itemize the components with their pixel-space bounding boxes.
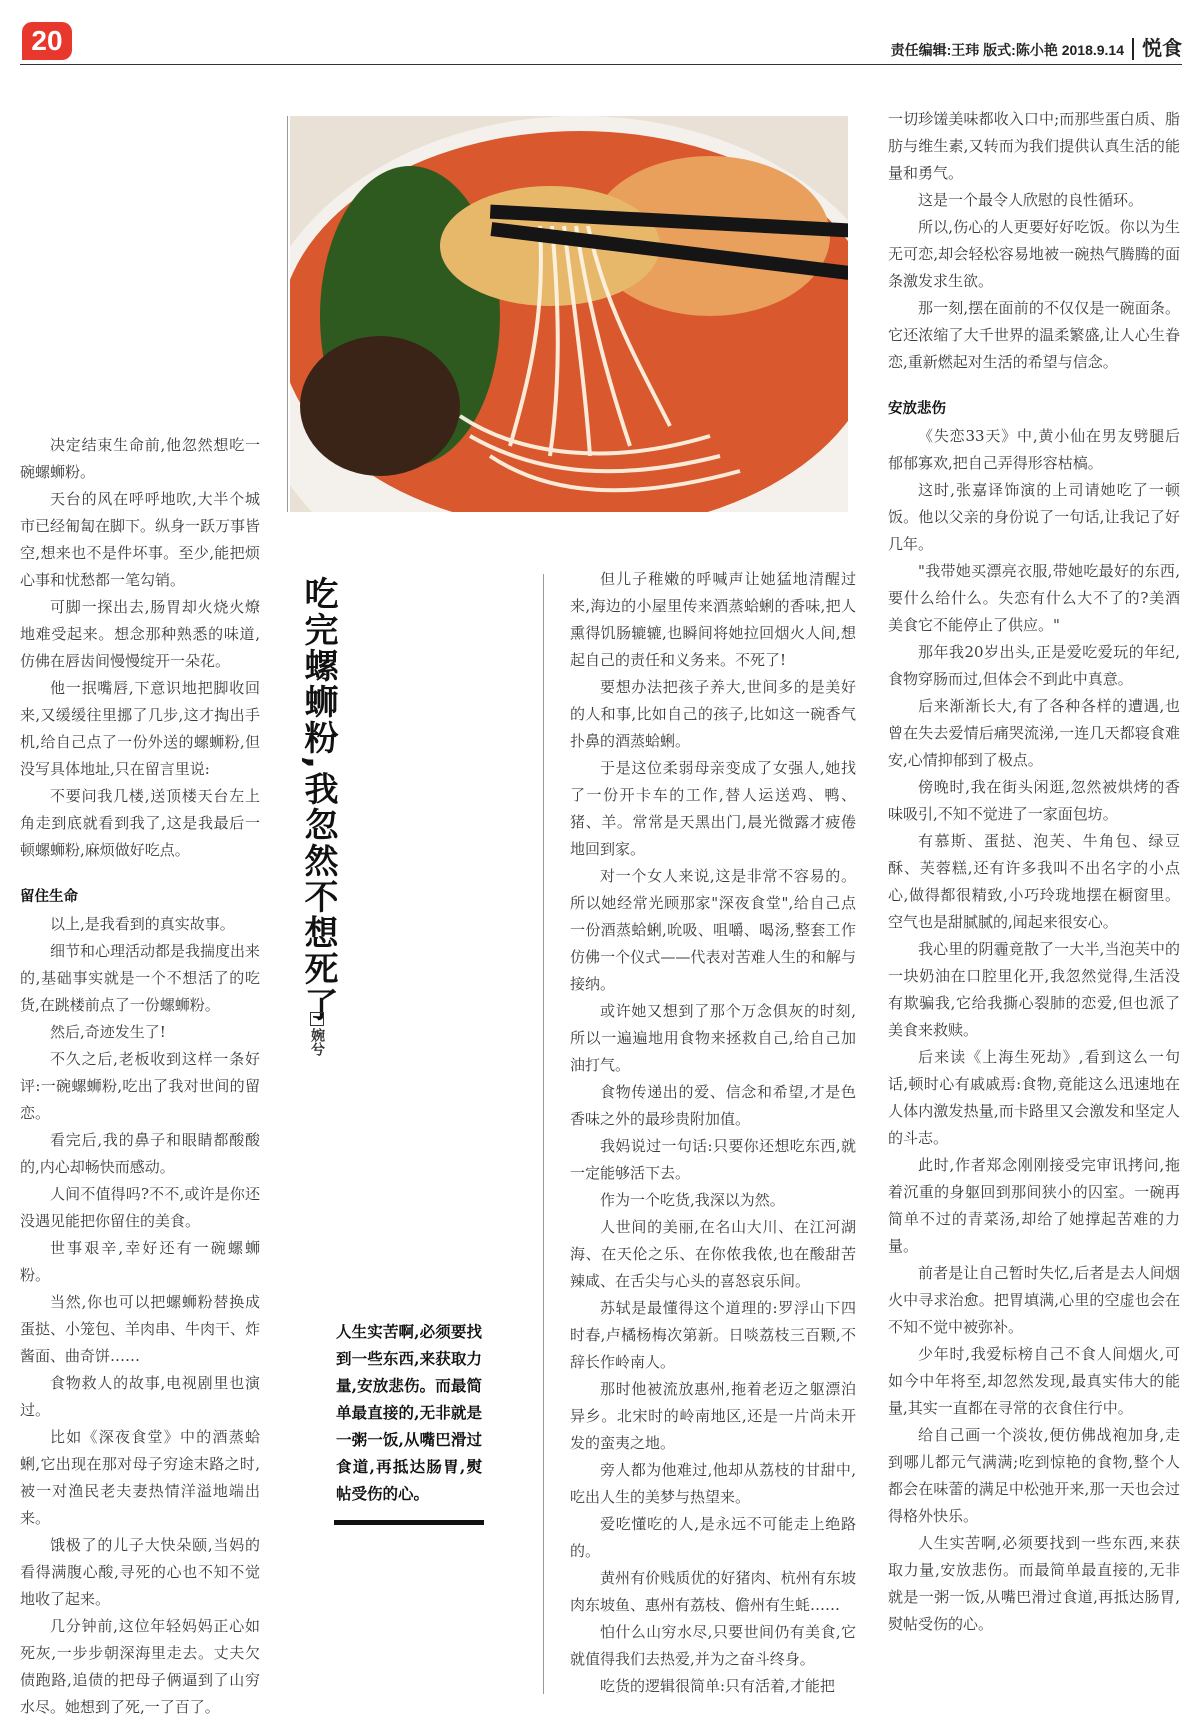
column-1 [20,432,260,1721]
paragraph: 那一刻,摆在面前的不仅仅是一碗面条。它还浓缩了大千世界的温柔繁盛,让人心生眷恋,重新燃起对生活的希望与信念。 [888,299,1180,371]
paragraph: 然后,奇迹发生了! [50,1023,166,1041]
paragraph: 《失恋33天》中,黄小仙在男友劈腿后郁郁寡欢,把自己弄得形容枯槁。 [888,427,1180,472]
paragraph: 我妈说过一句话:只要你还想吃东西,就一定能够活下去。 [570,1137,856,1182]
paragraph: 旁人都为他难过,他却从荔枝的甘甜中,吃出人生的美梦与热望来。 [570,1461,856,1506]
paragraph: 傍晚时,我在街头闲逛,忽然被烘烤的香味吸引,不知不觉进了一家面包坊。 [888,778,1180,823]
article-title: 吃完螺蛳粉,我忽然不想死了 [298,576,338,1023]
paragraph: 食物救人的故事,电视剧里也演过。 [20,1374,260,1419]
paragraph: 前者是让自己暂时失忆,后者是去人间烟火中寻求治愈。把胃填满,心里的空虚也会在不知不觉中被弥补。 [888,1264,1180,1336]
paragraph: 人生实苦啊,必须要找到一些东西,来获取力量,安放悲伤。而最简单最直接的,无非就是一粥一饭,从嘴巴滑过食道,再抵达肠胃,熨帖受伤的心。 [888,1534,1180,1633]
photo-left-rule [287,116,288,512]
byline-box-icon [310,1012,324,1026]
paragraph: 人间不值得吗?不不,或许是你还没遇见能把你留住的美食。 [20,1185,260,1230]
paragraph: 他一抿嘴唇,下意识地把脚收回来,又缓缓往里挪了几步,这才掏出手机,给自己点了一份外送的螺蛳粉,但没写具体地址,只在留言里说: [20,679,260,778]
paragraph: 人世间的美丽,在名山大川、在江河湖海、在天伦之乐、在你侬我侬,也在酸甜苦辣咸、在舌尖与心头的喜怒哀乐间。 [570,1218,856,1290]
paragraph: 几分钟前,这位年轻妈妈正心如死灰,一步步朝深海里走去。丈夫欠债跑路,追债的把母子俩逼到了山穷水尽。她想到了死,一了百了。 [20,1617,260,1716]
paragraph: 后来渐渐长大,有了各种各样的遭遇,也曾在失去爱情后痛哭流涕,一连几天都寝食难安,心情抑郁到了极点。 [888,697,1180,769]
paragraph: 吃货的逻辑很简单:只有活着,才能把 [600,1677,835,1695]
paragraph: 怕什么山穷水尽,只要世间仍有美食,它就值得我们去热爱,并为之奋斗终身。 [570,1623,856,1668]
page-header [891,32,1182,61]
paragraph: 当然,你也可以把螺蛳粉替换成蛋挞、小笼包、羊肉串、牛肉干、炸酱面、曲奇饼…… [20,1293,261,1365]
paragraph: 饿极了的儿子大快朵颐,当妈的看得满腹心酸,寻死的心也不知不觉地收了起来。 [20,1536,260,1608]
paragraph: 有慕斯、蛋挞、泡芙、牛角包、绿豆酥、芙蓉糕,还有许多我叫不出名字的小点心,做得都很精致,小巧玲珑地摆在橱窗里。空气也是甜腻腻的,闻起来很安心。 [888,832,1180,931]
header-rule [20,64,1182,65]
credits: 责任编辑:王玮 版式:陈小艳 2018.9.14 [890,42,1124,58]
paragraph: 不要问我几楼,送顶楼天台左上角走到底就看到我了,这是我最后一顿螺蛳粉,麻烦做好吃点。 [20,787,260,859]
paragraph: 于是这位柔弱母亲变成了女强人,她找了一份开卡车的工作,替人运送鸡、鸭、猪、羊。常常是天黑出门,晨光微露才疲倦地回到家。 [570,759,856,858]
paragraph: 苏轼是最懂得这个道理的:罗浮山下四时春,卢橘杨梅次第新。日啖荔枝三百颗,不辞长作岭南人。 [570,1299,856,1371]
paragraph: 此时,作者郑念刚刚接受完审讯拷问,拖着沉重的身躯回到那间狭小的囚室。一碗再简单不过的青菜汤,却给了她撑起苦难的力量。 [888,1156,1180,1255]
paragraph: 那时他被流放惠州,拖着老迈之躯漂泊异乡。北宋时的岭南地区,还是一片尚未开发的蛮夷之地。 [570,1380,856,1452]
column-rule [543,574,544,1694]
paragraph: 所以,伤心的人更要好好吃饭。你以为生无可恋,却会轻松容易地被一碗热气腾腾的面条激发求生欲。 [888,218,1180,290]
paragraph: 那年我20岁出头,正是爱吃爱玩的年纪,食物穿肠而过,但体会不到此中真意。 [888,643,1180,688]
section-name: 悦食 [1132,38,1182,60]
paragraph: 给自己画一个淡妆,便仿佛战袍加身,走到哪儿都元气满满;吃到惊艳的食物,整个人都会在味蕾的满足中松弛开来,那一天也会过得格外快乐。 [888,1426,1180,1525]
section-heading: 留住生命 [20,889,78,905]
paragraph: 这时,张嘉译饰演的上司请她吃了一顿饭。他以父亲的身份说了一句话,让我记了好几年。 [888,481,1180,553]
pull-quote: 人生实苦啊,必须要找到一些东西,来获取力量,安放悲伤。而最简单最直接的,无非就是一粥一饭,从嘴巴滑过食道,再抵达肠胃,熨帖受伤的心。 [336,1322,482,1503]
page-number: 20 [22,22,72,60]
paragraph: "我带她买漂亮衣服,带她吃最好的东西,要什么给什么。失恋有什么大不了的?美酒美食它不能停止了供应。" [888,562,1180,634]
paragraph: 不久之后,老板收到这样一条好评:一碗螺蛳粉,吃出了我对世间的留恋。 [20,1050,260,1122]
author-byline [307,1012,327,1056]
author-name: 婉兮 [309,1028,325,1056]
paragraph: 食物传递出的爱、信念和希望,才是色香味之外的最珍贵附加值。 [570,1083,856,1128]
paragraph: 世事艰辛,幸好还有一碗螺蛳粉。 [20,1239,260,1284]
noodle-photo [290,116,848,512]
paragraph: 对一个女人来说,这是非常不容易的。所以她经常光顾那家"深夜食堂",给自己点一份酒蒸蛤蜊,吮吸、咀嚼、喝汤,整套工作仿佛一个仪式——代表对苦难人生的和解与接纳。 [570,867,856,993]
paragraph: 作为一个吃货,我深以为然。 [600,1191,785,1209]
pull-quote-bar [334,1520,484,1525]
column-3 [888,106,1180,1638]
paragraph: 要想办法把孩子养大,世间多的是美好的人和事,比如自己的孩子,比如这一碗香气扑鼻的酒蒸蛤蜊。 [570,678,856,750]
paragraph: 一切珍馐美味都收入口中;而那些蛋白质、脂肪与维生素,又转而为我们提供认真生活的能量和勇气。 [888,110,1180,182]
section-heading: 安放悲伤 [888,401,946,417]
paragraph: 但儿子稚嫩的呼喊声让她猛地清醒过来,海边的小屋里传来酒蒸蛤蜊的香味,把人熏得饥肠辘辘,也瞬间将她拉回烟火人间,想起自己的责任和义务来。不死了! [570,570,856,669]
column-2 [570,566,856,1700]
paragraph: 以上,是我看到的真实故事。 [50,915,235,933]
paragraph: 细节和心理活动都是我揣度出来的,基础事实就是一个不想活了的吃货,在跳楼前点了一份螺蛳粉。 [20,942,261,1014]
paragraph: 可脚一探出去,肠胃却火烧火燎地难受起来。想念那种熟悉的味道,仿佛在唇齿间慢慢绽开一朵花。 [20,598,260,670]
paragraph: 少年时,我爱标榜自己不食人间烟火,可如今中年将至,却忽然发现,最真实伟大的能量,其实一直都在寻常的衣食住行中。 [888,1345,1180,1417]
paragraph: 这是一个最令人欣慰的良性循环。 [918,191,1144,209]
paragraph: 黄州有价贱质优的好猪肉、杭州有东坡肉东坡鱼、惠州有荔枝、儋州有生蚝…… [570,1569,856,1614]
paragraph: 或许她又想到了那个万念俱灰的时刻,所以一遍遍地用食物来拯救自己,给自己加油打气。 [570,1002,856,1074]
paragraph: 决定结束生命前,他忽然想吃一碗螺蛳粉。 [20,436,260,481]
paragraph: 爱吃懂吃的人,是永远不可能走上绝路的。 [570,1515,856,1560]
paragraph: 比如《深夜食堂》中的酒蒸蛤蜊,它出现在那对母子穷途末路之时,被一对渔民老夫妻热情洋溢地端出来。 [20,1428,260,1527]
paragraph: 天台的风在呼呼地吹,大半个城市已经匍匐在脚下。纵身一跃万事皆空,想来也不是件坏事。至少,能把烦心事和忧愁都一笔勾销。 [20,490,261,589]
paragraph: 我心里的阴霾竟散了一大半,当泡芙中的一块奶油在口腔里化开,我忽然觉得,生活没有欺骗我,它给我撕心裂肺的恋爱,但也派了美食来救赎。 [888,940,1180,1039]
paragraph: 看完后,我的鼻子和眼睛都酸酸的,内心却畅快而感动。 [20,1131,260,1176]
paragraph: 后来读《上海生死劫》,看到这么一句话,顿时心有戚戚焉:食物,竟能这么迅速地在人体内激发热量,而卡路里又会激发和坚定人的斗志。 [888,1048,1180,1147]
